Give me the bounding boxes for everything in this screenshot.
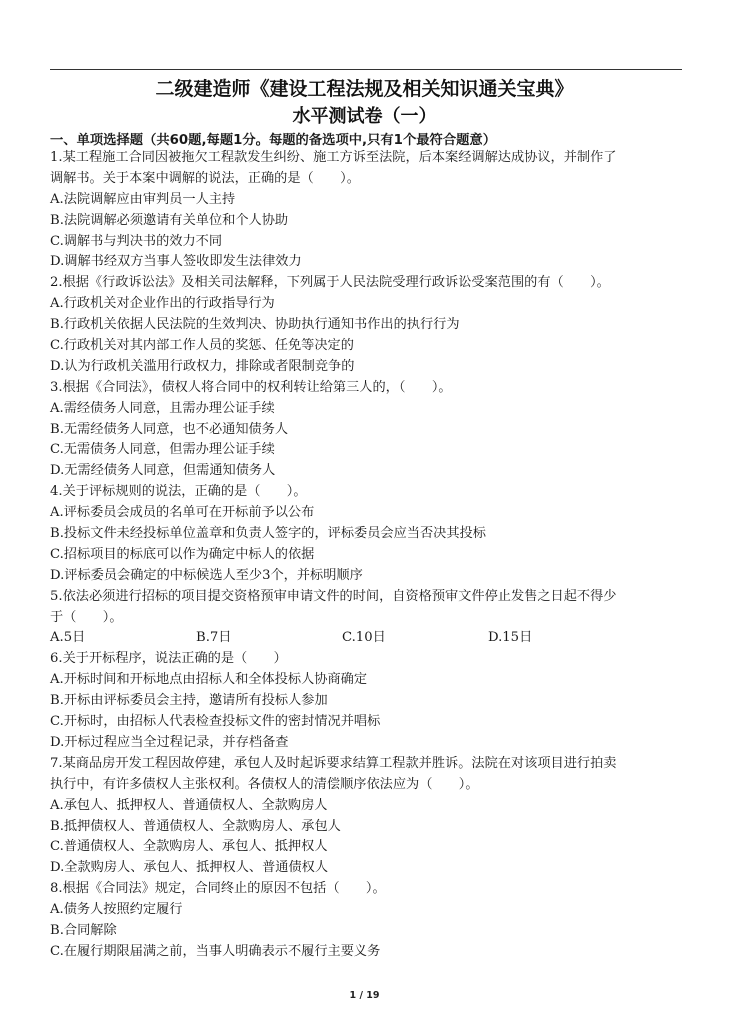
answer-option: A.承包人、抵押权人、普通债权人、全款购房人 <box>50 797 328 813</box>
question-item <box>50 754 690 879</box>
answer-option: C.招标项目的标底可以作为确定中标人的依据 <box>50 546 315 562</box>
question-item <box>50 879 690 963</box>
question-item <box>50 378 690 482</box>
question-stem-line: 5.依法必须进行招标的项目提交资格预审申请文件的时间，自资格预审文件停止发售之日起不得少 <box>50 588 617 604</box>
answer-option: C.行政机关对其内部工作人员的奖惩、任免等决定的 <box>50 338 354 354</box>
question-item <box>50 148 690 273</box>
answer-option: B.合同解除 <box>50 922 117 938</box>
question-item <box>50 649 690 753</box>
question-item <box>50 587 690 650</box>
answer-option: B.无需经债务人同意，也不必通知债务人 <box>50 421 289 437</box>
answer-option: B.7日 <box>196 630 232 646</box>
answer-option: D.认为行政机关滥用行政权力，排除或者限制竞争的 <box>50 358 355 374</box>
question-stem-line: 1.某工程施工合同因被拖欠工程款发生纠纷、施工方诉至法院，后本案经调解达成协议，并制作了 <box>50 150 617 165</box>
answer-option: D.全款购房人、承包人、抵押权人、普通债权人 <box>50 860 329 876</box>
answer-option: C.10日 <box>342 630 386 646</box>
answer-option: D.15日 <box>488 630 533 646</box>
answer-option: A.需经债务人同意，且需办理公证手续 <box>50 400 275 416</box>
section-heading: 一、单项选择题（共60题,每题1分。每题的备选项中,只有1个最符合题意） <box>50 133 497 148</box>
question-item <box>50 273 690 377</box>
answer-option: D.开标过程应当全过程记录，并存档备查 <box>50 734 289 750</box>
question-stem-line: 执行中，有许多债权人主张权利。各债权人的清偿顺序依法应为（ ）。 <box>50 776 479 792</box>
document-subtitle: 水平测试卷（一） <box>292 106 437 127</box>
question-stem-line: 8.根据《合同法》规定，合同终止的原因不包括（ ）。 <box>50 881 386 897</box>
answer-option: D.无需经债务人同意，但需通知债务人 <box>50 463 276 479</box>
answer-option: B.法院调解必须邀请有关单位和个人协助 <box>50 212 289 228</box>
answer-option-row <box>50 628 690 649</box>
question-stem-line: 4.关于评标规则的说法，正确的是（ ）。 <box>50 484 307 500</box>
answer-option: A.5日 <box>50 630 86 646</box>
question-stem-line: 6.关于开标程序，说法正确的是（ ） <box>50 651 287 667</box>
page-number: 1 / 19 <box>349 990 380 1001</box>
answer-option: A.法院调解应由审判员一人主持 <box>50 191 236 207</box>
answer-option: A.评标委员会成员的名单可在开标前予以公布 <box>50 505 315 521</box>
question-stem-line: 7.某商品房开发工程因故停建，承包人及时起诉要求结算工程款并胜诉。法院在对该项目进行拍卖 <box>50 755 617 771</box>
question-stem-line: 3.根据《合同法》，债权人将合同中的权利转让给第三人的，（ ）。 <box>50 379 452 395</box>
answer-option: C.普通债权人、全款购房人、承包人、抵押权人 <box>50 839 328 855</box>
answer-option: D.调解书经双方当事人签收即发生法律效力 <box>50 254 302 270</box>
header-rule <box>50 69 682 70</box>
document-title: 二级建造师《建设工程法规及相关知识通关宝典》 <box>155 78 574 100</box>
question-stem-line: 于（ ）。 <box>50 609 123 625</box>
answer-option: A.开标时间和开标地点由招标人和全体投标人协商确定 <box>50 672 368 688</box>
answer-option: A.行政机关对企业作出的行政指导行为 <box>50 296 275 312</box>
answer-option: C.在履行期限届满之前，当事人明确表示不履行主要义务 <box>50 943 381 959</box>
question-item <box>50 482 690 586</box>
answer-option: B.开标由评标委员会主持，邀请所有投标人参加 <box>50 693 328 709</box>
answer-option: A.债务人按照约定履行 <box>50 902 183 918</box>
answer-option: C.调解书与判决书的效力不同 <box>50 233 223 249</box>
answer-option: B.抵押债权人、普通债权人、全款购房人、承包人 <box>50 818 341 834</box>
question-list <box>50 148 690 963</box>
answer-option: C.开标时，由招标人代表检查投标文件的密封情况并唱标 <box>50 714 381 730</box>
answer-option: D.评标委员会确定的中标候选人至少3个，并标明顺序 <box>50 567 363 583</box>
question-stem-line: 调解书。关于本案中调解的说法，正确的是（ ）。 <box>50 170 360 186</box>
answer-option: B.投标文件未经投标单位盖章和负责人签字的，评标委员会应当否决其投标 <box>50 526 486 542</box>
answer-option: C.无需债务人同意，但需办理公证手续 <box>50 442 275 458</box>
question-stem-line: 2.根据《行政诉讼法》及相关司法解释，下列属于人民法院受理行政诉讼受案范围的有（ ）。 <box>50 275 610 291</box>
answer-option: B.行政机关依据人民法院的生效判决、协助执行通知书作出的执行行为 <box>50 317 460 333</box>
